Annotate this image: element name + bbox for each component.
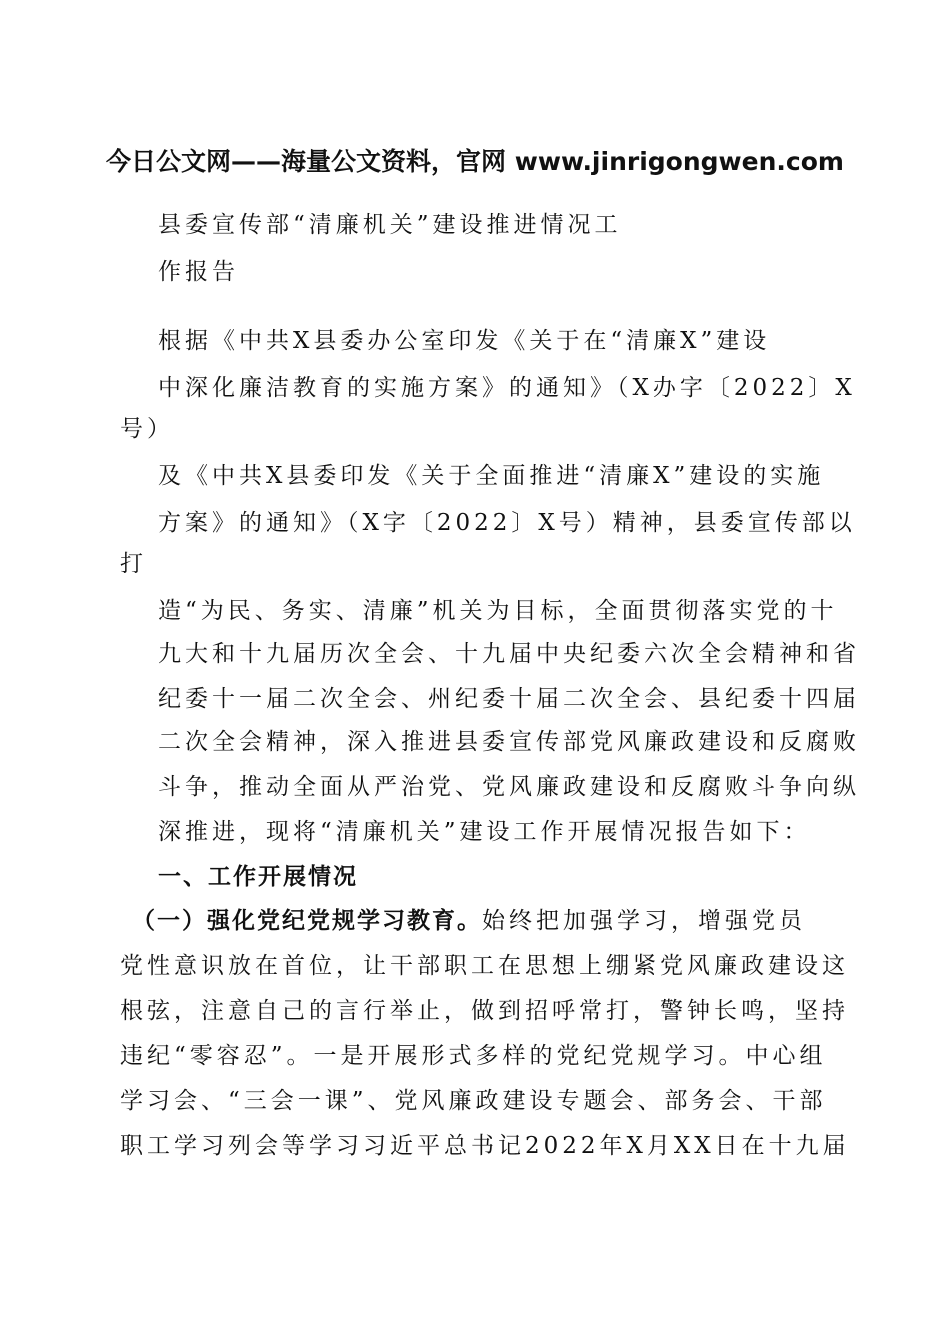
intro-line: 纪委十一届二次全会、州纪委十届二次全会、县纪委十四届 [158, 686, 860, 712]
intro-line: 根据《中共X县委办公室印发《关于在“清廉X”建设 [158, 328, 771, 354]
body-line: 学习会、“三会一课”、党风廉政建设专题会、部务会、干部 [120, 1088, 827, 1114]
body-line: 党性意识放在首位，让干部职工在思想上绷紧党风廉政建设这 [120, 953, 849, 979]
body-line: 根弦，注意自己的言行举止，做到招呼常打，警钟长鸣，坚持 [120, 998, 849, 1024]
title-line-1: 县委宣传部“清廉机关”建设推进情况工 [158, 212, 622, 238]
intro-line: 斗争，推动全面从严治党、党风廉政建设和反腐败斗争向纵 [158, 774, 860, 800]
site-header: 今日公文网——海量公文资料，官网 www.jinrigongwen.com [106, 147, 844, 176]
intro-line: 二次全会精神，深入推进县委宣传部党风廉政建设和反腐败 [158, 729, 860, 755]
subsection-1-text: 始终把加强学习，增强党员 [482, 908, 806, 934]
intro-line: 打 [120, 551, 147, 577]
body-line: 违纪“零容忍”。一是开展形式多样的党纪党规学习。中心组 [120, 1043, 827, 1069]
intro-line: 号） [120, 416, 174, 442]
intro-line: 中深化廉洁教育的实施方案》的通知》（X办字〔2022〕X [158, 375, 856, 401]
subsection-1-first-line [132, 906, 806, 936]
title-line-2: 作报告 [158, 259, 239, 285]
intro-line: 方案》的通知》（X字〔2022〕X号）精神，县委宣传部以 [158, 510, 856, 536]
subsection-1-title: （一）强化党纪党规学习教育。 [132, 908, 482, 934]
section-heading: 一、工作开展情况 [158, 864, 358, 890]
intro-line: 及《中共X县委印发《关于全面推进“清廉X”建设的实施 [158, 463, 825, 489]
body-line: 职工学习列会等学习习近平总书记2022年X月XX日在十九届 [120, 1133, 850, 1159]
intro-line: 造“为民、务实、清廉”机关为目标，全面贯彻落实党的十 [158, 598, 838, 624]
intro-line: 深推进，现将“清廉机关”建设工作开展情况报告如下： [158, 819, 811, 845]
intro-line: 九大和十九届历次全会、十九届中央纪委六次全会精神和省 [158, 641, 860, 667]
